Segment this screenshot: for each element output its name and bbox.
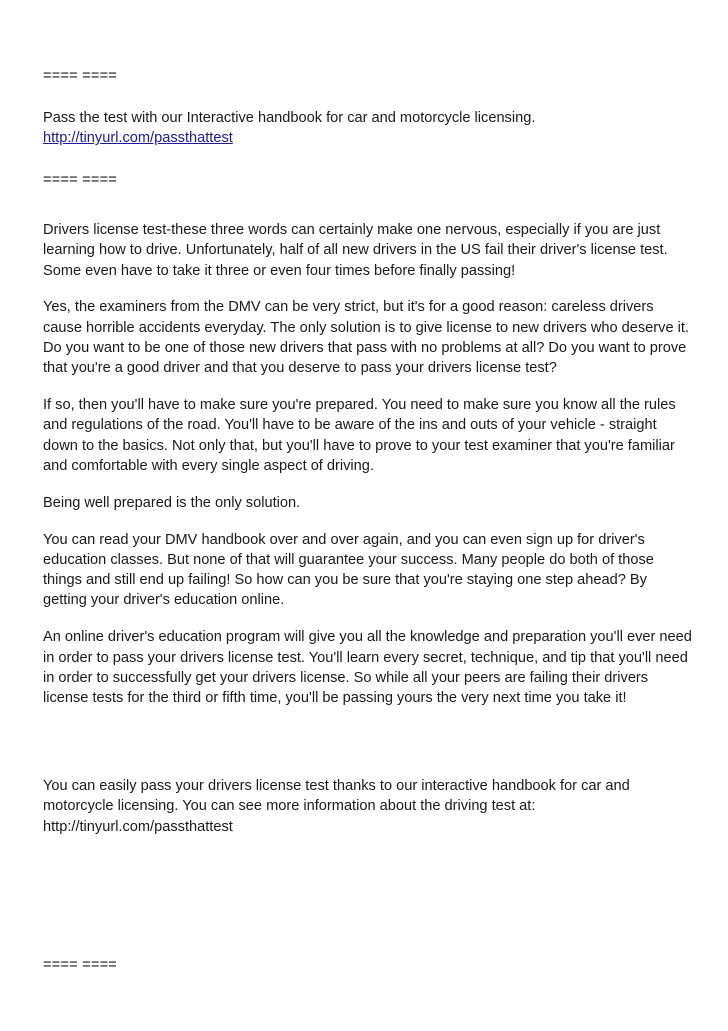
separator-bottom: ==== ==== xyxy=(43,957,118,973)
paragraph-2: Yes, the examiners from the DMV can be very strict, but it's for a good reason: careless drivers cause horrible accidents everyday. The only solution is to give license to new drivers who deserve it. Do you want to be one of those new drivers that pass with no problems at all? Do you want to prove that you're a good driver and that you deserve to pass your drivers license test? xyxy=(43,299,689,377)
paragraph-3: If so, then you'll have to make sure you're prepared. You need to make sure you know all the rules and regulations of the road. You'll have to be aware of the ins and outs of your vehicle - straight down to the basics. Not only that, but you'll have to prove to your test examiner that you're familiar and comfortable with every single aspect of driving. xyxy=(43,397,676,474)
closing-text: You can easily pass your drivers license test thanks to our interactive handbook for car and motorcycle licensing. You can see more information about the driving test at: xyxy=(43,778,630,815)
closing-block xyxy=(43,776,693,837)
separator-middle: ==== ==== xyxy=(43,172,118,188)
paragraph-6: An online driver's education program will give you all the knowledge and preparation you'll ever need in order to pass your drivers license test. You'll learn every secret, technique, and tip that you'll need in order to successfully get your drivers license. So while all your peers are failing their drivers license tests for the third or fifth time, you'll be passing yours the very next time you take it! xyxy=(43,629,692,707)
paragraph-4: Being well prepared is the only solution. xyxy=(43,494,301,511)
paragraph-5: You can read your DMV handbook over and over again, and you can even sign up for driver's education classes. But none of that will guarantee your success. Many people do both of those things and still end up failing! So how can you be sure that you're staying one step ahead? By getting your driver's education online. xyxy=(43,531,654,609)
article-body xyxy=(43,220,693,725)
separator-top: ==== ==== xyxy=(43,68,118,84)
closing-url: http://tinyurl.com/passthattest xyxy=(43,818,233,835)
intro-link[interactable]: http://tinyurl.com/passthattest xyxy=(43,130,233,147)
intro-text: Pass the test with our Interactive handbook for car and motorcycle licensing. xyxy=(43,110,536,126)
paragraph-1: Drivers license test-these three words can certainly make one nervous, especially if you are just learning how to drive. Unfortunately, half of all new drivers in the US fail their driver's license test. Some even have to take it three or even four times before finally passing! xyxy=(43,222,668,279)
intro-block xyxy=(43,108,535,149)
